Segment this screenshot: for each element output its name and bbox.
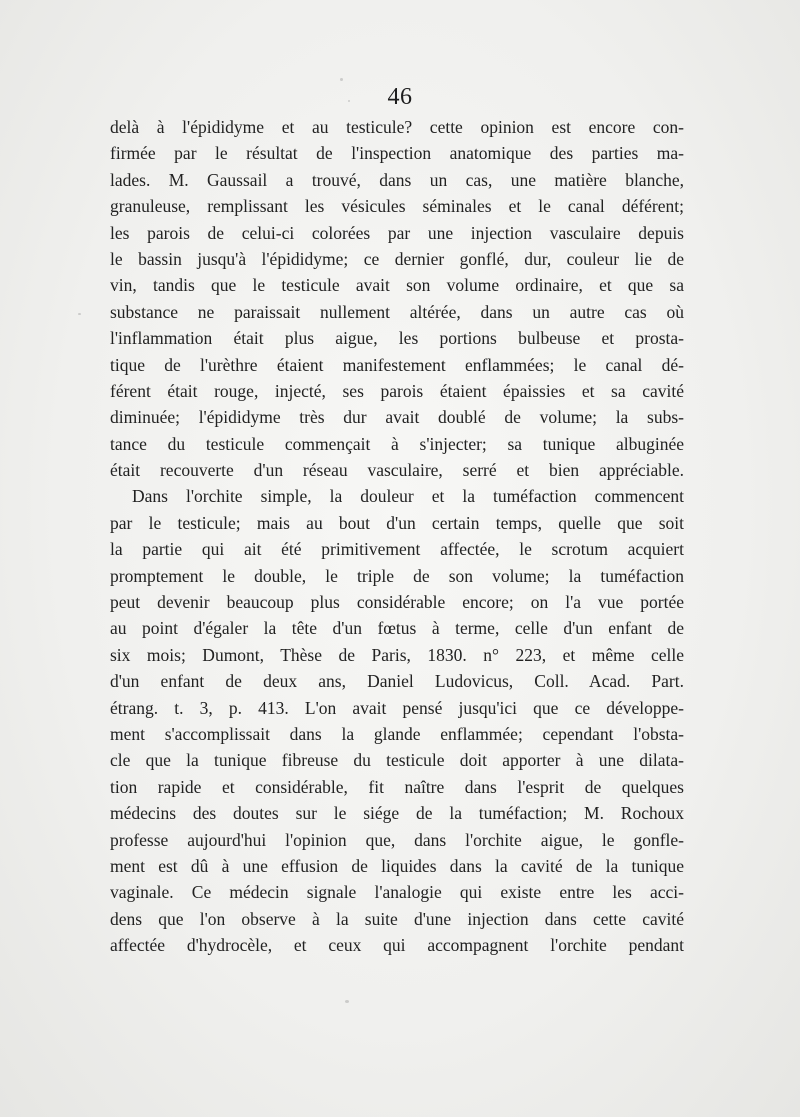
paper-speck xyxy=(78,313,81,315)
text-line: professe aujourd'hui l'opinion que, dans l'orchite aigue, le gonfle- xyxy=(110,829,684,850)
text-line: d'un enfant de deux ans, Daniel Ludovicus, Coll. Acad. Part. xyxy=(110,671,684,692)
text-line: affectée d'hydrocèle, et ceux qui accompagnent l'orchite pendant xyxy=(110,935,684,956)
text-line: au point d'égaler la tête d'un fœtus à terme, celle d'un enfant de xyxy=(110,618,684,639)
text-line: vin, tandis que le testicule avait son volume ordinaire, et que sa xyxy=(110,275,684,296)
body-text xyxy=(110,114,684,959)
text-line: tique de l'urèthre étaient manifestement enflammées; le canal dé- xyxy=(110,354,684,375)
text-line: par le testicule; mais au bout d'un certain temps, quelle que soit xyxy=(110,512,684,533)
text-line: étrang. t. 3, p. 413. L'on avait pensé jusqu'ici que ce développe- xyxy=(110,697,684,718)
text-line: peut devenir beaucoup plus considérable encore; on l'a vue portée xyxy=(110,592,684,613)
text-line-paragraph-start: Dans l'orchite simple, la douleur et la tuméfaction commencent xyxy=(132,486,684,507)
text-line: six mois; Dumont, Thèse de Paris, 1830. n° 223, et même celle xyxy=(110,644,684,665)
text-line: tion rapide et considérable, fit naître dans l'esprit de quelques xyxy=(110,776,684,797)
text-line: ment est dû à une effusion de liquides dans la cavité de la tunique xyxy=(110,855,684,876)
text-line: ment s'accomplissait dans la glande enflammée; cependant l'obsta- xyxy=(110,723,684,744)
text-line: promptement le double, le triple de son volume; la tuméfaction xyxy=(110,565,684,586)
paper-speck xyxy=(348,100,350,102)
text-line: férent était rouge, injecté, ses parois étaient épaissies et sa cavité xyxy=(110,380,684,401)
text-line: granuleuse, remplissant les vésicules séminales et le canal déférent; xyxy=(110,196,684,217)
text-line: dens que l'on observe à la suite d'une injection dans cette cavité xyxy=(110,908,684,929)
text-line: diminuée; l'épididyme très dur avait doublé de volume; la subs- xyxy=(110,407,684,428)
text-line: delà à l'épididyme et au testicule? cette opinion est encore con- xyxy=(110,117,684,137)
text-line: était recouverte d'un réseau vasculaire, serré et bien appréciable. xyxy=(110,460,684,481)
text-line: le bassin jusqu'à l'épididyme; ce dernier gonflé, dur, couleur lie de xyxy=(110,248,684,269)
text-line: lades. M. Gaussail a trouvé, dans un cas, une matière blanche, xyxy=(110,169,684,190)
text-line: tance du testicule commençait à s'injecter; sa tunique albuginée xyxy=(110,433,684,454)
text-line: vaginale. Ce médecin signale l'analogie qui existe entre les acci- xyxy=(110,882,684,903)
text-line: cle que la tunique fibreuse du testicule doit apporter à une dilata- xyxy=(110,750,684,771)
paper-speck xyxy=(345,1000,349,1003)
text-line: firmée par le résultat de l'inspection anatomique des parties ma- xyxy=(110,143,684,164)
page-number: 46 xyxy=(387,84,413,110)
text-line: les parois de celui-ci colorées par une injection vasculaire depuis xyxy=(110,222,684,243)
text-line: substance ne paraissait nullement altérée, dans un autre cas où xyxy=(110,301,684,322)
text-line: l'inflammation était plus aigue, les portions bulbeuse et prosta- xyxy=(110,328,684,349)
text-line: médecins des doutes sur le siége de la tuméfaction; M. Rochoux xyxy=(110,803,684,824)
paper-speck xyxy=(340,78,343,81)
text-line: la partie qui ait été primitivement affectée, le scrotum acquiert xyxy=(110,539,684,560)
